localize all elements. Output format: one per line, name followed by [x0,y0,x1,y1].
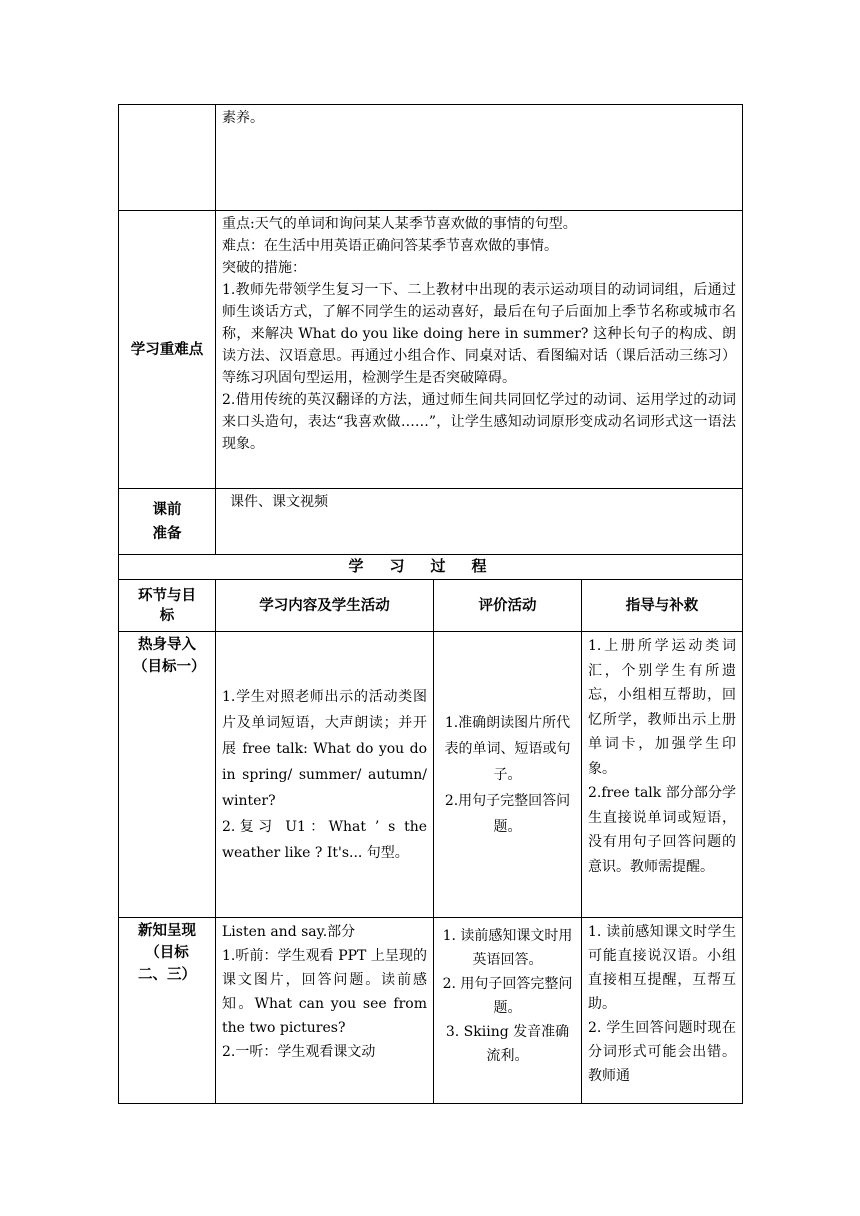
header-evaluation: 评价活动 [434,580,582,632]
newknow-evaluation-3: 3. Skiing 发音准确流利。 [445,1024,570,1064]
process-title: 学习过程 [119,555,743,580]
warmup-row [119,632,743,918]
prep-text: 课件、课文视频 [216,489,743,555]
literacy-text: 素养。 [216,105,743,211]
prep-row [119,489,743,555]
process-header-row [119,580,743,632]
newknow-guidance-2: 2. 学生回答问题时现在分词形式可能会出错。教师通 [588,1020,737,1084]
literacy-row [119,105,743,211]
newknow-content-2: 1.听前：学生观看 PPT 上呈现的课文图片，回答问题。读前感知。What can you see from the two pictures? [222,948,427,1036]
prep-label: 课前准备 [119,489,216,555]
header-stage: 环节与目标 [119,580,216,632]
warmup-guidance [582,632,743,918]
process-title-row [119,555,743,580]
newknow-content-1: Listen and say.部分 [222,924,356,940]
difficulties-content [216,211,743,489]
warmup-evaluation-2: 2.用句子完整回答问题。 [444,792,571,835]
difficulties-label: 学习重难点 [119,211,216,489]
newknow-guidance [582,918,743,1104]
difficulties-measure-1: 1.教师先带领学生复习一下、二上教材中出现的表示运动项目的动词词组，后通过师生谈话方式，了解不同学生的运动喜好，最后在句子后面加上季节名称或城市名称，来解决 What do you like doing here in summer? 这种长句子的构成、朗读方法、汉语意思。再通过小组合作、同桌对话、看图编对话（课后活动三练习）等练习巩固句型运用，检测学生是否突破障碍。 [222,282,737,386]
newknow-evaluation-1: 1. 读前感知课文时用英语回答。 [442,928,573,968]
newknow-evaluation-2: 2. 用句子回答完整问题。 [442,976,573,1016]
difficulties-measures-heading: 突破的措施： [222,260,306,276]
newknow-content-3: 2.一听：学生观看课文动 [222,1044,376,1060]
warmup-stage: 热身导入（目标一） [119,632,216,918]
newknow-content [216,918,434,1104]
difficulties-row [119,211,743,489]
newknow-guidance-1: 1. 读前感知课文时学生可能直接说汉语。小组直接相互提醒，互帮互助。 [588,924,737,1012]
difficulties-difficult-point: 难点：在生活中用英语正确问答某季节喜欢做的事情。 [222,238,558,254]
lesson-plan-table [118,104,743,1104]
newknow-row [119,918,743,1104]
warmup-content-2: 2.复习 U1：What ’ s the weather like ? It's... 句型。 [222,818,427,861]
warmup-evaluation [434,632,582,918]
newknow-evaluation [434,918,582,1104]
header-guidance: 指导与补救 [582,580,743,632]
literacy-label-cell [119,105,216,211]
warmup-content [216,632,434,918]
warmup-evaluation-1: 1.准确朗读图片所代表的单词、短语或句子。 [444,714,571,783]
header-content: 学习内容及学生活动 [216,580,434,632]
difficulties-key-point: 重点:天气的单词和询问某人某季节喜欢做的事情的句型。 [222,216,577,232]
warmup-guidance-2: 2.free talk 部分部分学生直接说单词或短语，没有用句子回答问题的意识。教师需提醒。 [588,785,737,875]
warmup-content-1: 1.学生对照老师出示的活动类图片及单词短语，大声朗读；并开展 free talk: What do you do in spring/ summer/ autumn/ winter? [222,688,427,809]
warmup-guidance-1: 1.上册所学运动类词汇，个别学生有所遗忘，小组相互帮助，回忆所学，教师出示上册单词卡，加强学生印象。 [588,638,737,777]
newknow-stage: 新知呈现（目标二、三） [119,918,216,1104]
difficulties-measure-2: 2.借用传统的英汉翻译的方法，通过师生间共同回忆学过的动词、运用学过的动词来口头造句，表达“我喜欢做……”，让学生感知动词原形变成动名词形式这一语法现象。 [222,392,737,452]
lesson-plan-page [118,104,742,1104]
